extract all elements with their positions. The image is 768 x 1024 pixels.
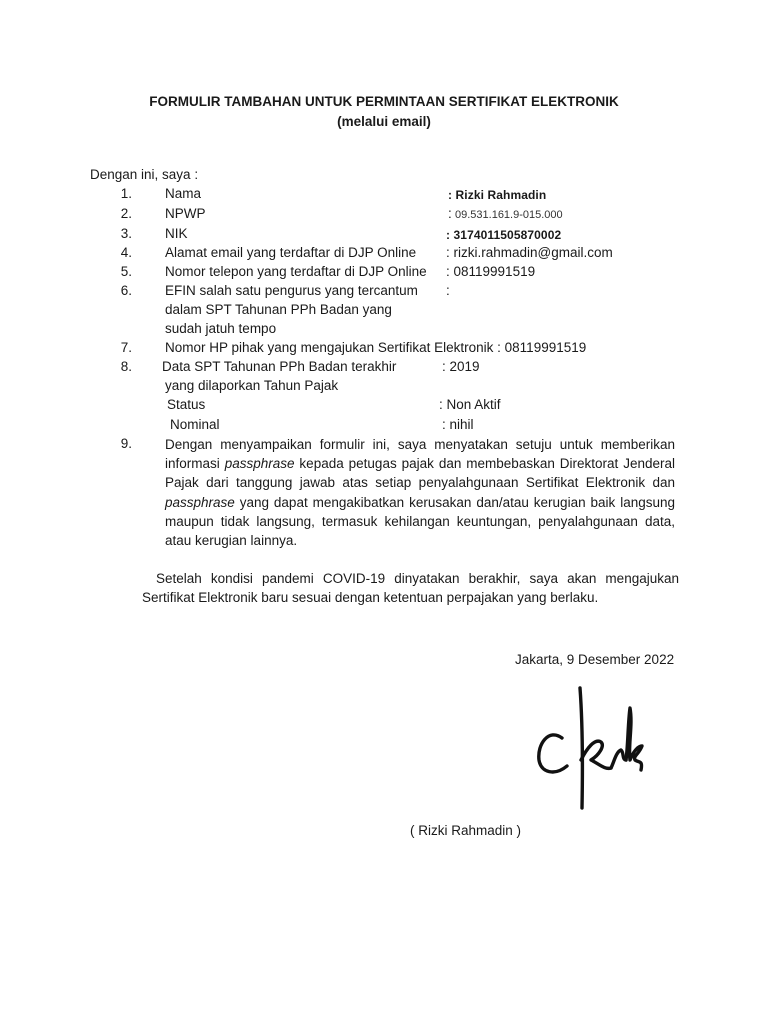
item-number-7: 7.: [120, 340, 132, 355]
item-label-efin-line1: EFIN salah satu pengurus yang tercantum: [165, 283, 418, 298]
nominal-label: Nominal: [170, 417, 220, 432]
nominal-value: : nihil: [442, 417, 474, 432]
item-number-9: 9.: [120, 436, 132, 451]
item-value-nama: : Rizki Rahmadin: [448, 188, 547, 202]
item-number-4: 4.: [120, 245, 132, 260]
signature-stroke-c: [539, 735, 567, 772]
item-label-spt-line2: yang dilaporkan Tahun Pajak: [165, 378, 339, 393]
closing-line-2: Sertifikat Elektronik baru sesuai dengan ketentuan perpajakan yang berlaku.: [142, 590, 599, 606]
signature-stroke-stem: [580, 688, 582, 808]
signatory-name: ( Rizki Rahmadin ): [410, 823, 522, 838]
consent-text-part2: kepada petugas pajak dan membebaskan Direktorat Jenderal Pajak dari tanggung jawab atas setiap penyalahgunaan Sertifikat Elektronik dan: [165, 456, 676, 491]
signature-stroke-loop: [581, 741, 611, 768]
item-label-email: Alamat email yang terdaftar di DJP Online: [165, 245, 417, 260]
status-value: : Non Aktif: [439, 397, 501, 412]
closing-paragraph: [142, 569, 679, 607]
item-value-tahun-pajak: : 2019: [442, 359, 480, 374]
item-value-npwp: 09.531.161.9-015.000: [455, 209, 563, 221]
item-number-1: 1.: [120, 186, 132, 201]
place-date: Jakarta, 9 Desember 2022: [515, 652, 675, 667]
item-label-nik: NIK: [165, 226, 188, 241]
closing-line-1: Setelah kondisi pandemi COVID-19 dinyatakan berakhir, saya akan mengajukan: [156, 571, 679, 586]
item-label-phone: Nomor telepon yang terdaftar di DJP Online: [165, 264, 427, 279]
item-number-8: 8.: [120, 359, 132, 374]
consent-text-part1: Dengan menyampaikan formulir ini, saya menyatakan setuju untuk memberikan informasi: [165, 437, 675, 472]
item-number-5: 5.: [120, 264, 132, 279]
item-number-2: 2.: [120, 206, 132, 221]
item-label-hp-pengaju: Nomor HP pihak yang mengajukan Sertifikat Elektronik : 08119991519: [165, 340, 587, 355]
form-title: FORMULIR TAMBAHAN UNTUK PERMINTAAN SERTIFIKAT ELEKTRONIK: [149, 94, 619, 109]
item-colon-npwp: :: [448, 206, 452, 221]
item-label-efin-line2: dalam SPT Tahunan PPh Badan yang: [165, 302, 392, 317]
item-label-npwp: NPWP: [165, 206, 206, 221]
item-label-spt-line1: Data SPT Tahunan PPh Badan terakhir: [162, 359, 397, 374]
consent-text-part3: yang dapat mengakibatkan kerusakan dan/atau kerugian baik langsung maupun tidak langsung, termasuk kehilangan keuntungan, penyalahgunaan data, atau kerugian lainnya.: [165, 494, 675, 549]
item-label-nama: Nama: [165, 186, 202, 201]
item-number-6: 6.: [120, 283, 132, 298]
consent-passphrase-1: passphrase: [224, 456, 295, 472]
item-value-efin: :: [446, 283, 450, 298]
form-subtitle: (melalui email): [337, 114, 431, 129]
item-value-phone: : 08119991519: [446, 264, 536, 279]
intro-text: Dengan ini, saya :: [90, 167, 199, 182]
handwritten-signature: [525, 680, 655, 815]
consent-passphrase-2: passphrase: [165, 494, 235, 510]
item-value-nik: : 3174011505870002: [446, 228, 562, 242]
item-number-3: 3.: [120, 226, 132, 241]
item-value-email: : rizki.rahmadin@gmail.com: [446, 245, 613, 260]
signature-stroke-k: [626, 708, 642, 770]
status-label: Status: [167, 397, 206, 412]
signature-stroke-r: [611, 750, 626, 768]
consent-paragraph: [165, 435, 675, 550]
item-label-efin-line3: sudah jatuh tempo: [165, 321, 277, 336]
